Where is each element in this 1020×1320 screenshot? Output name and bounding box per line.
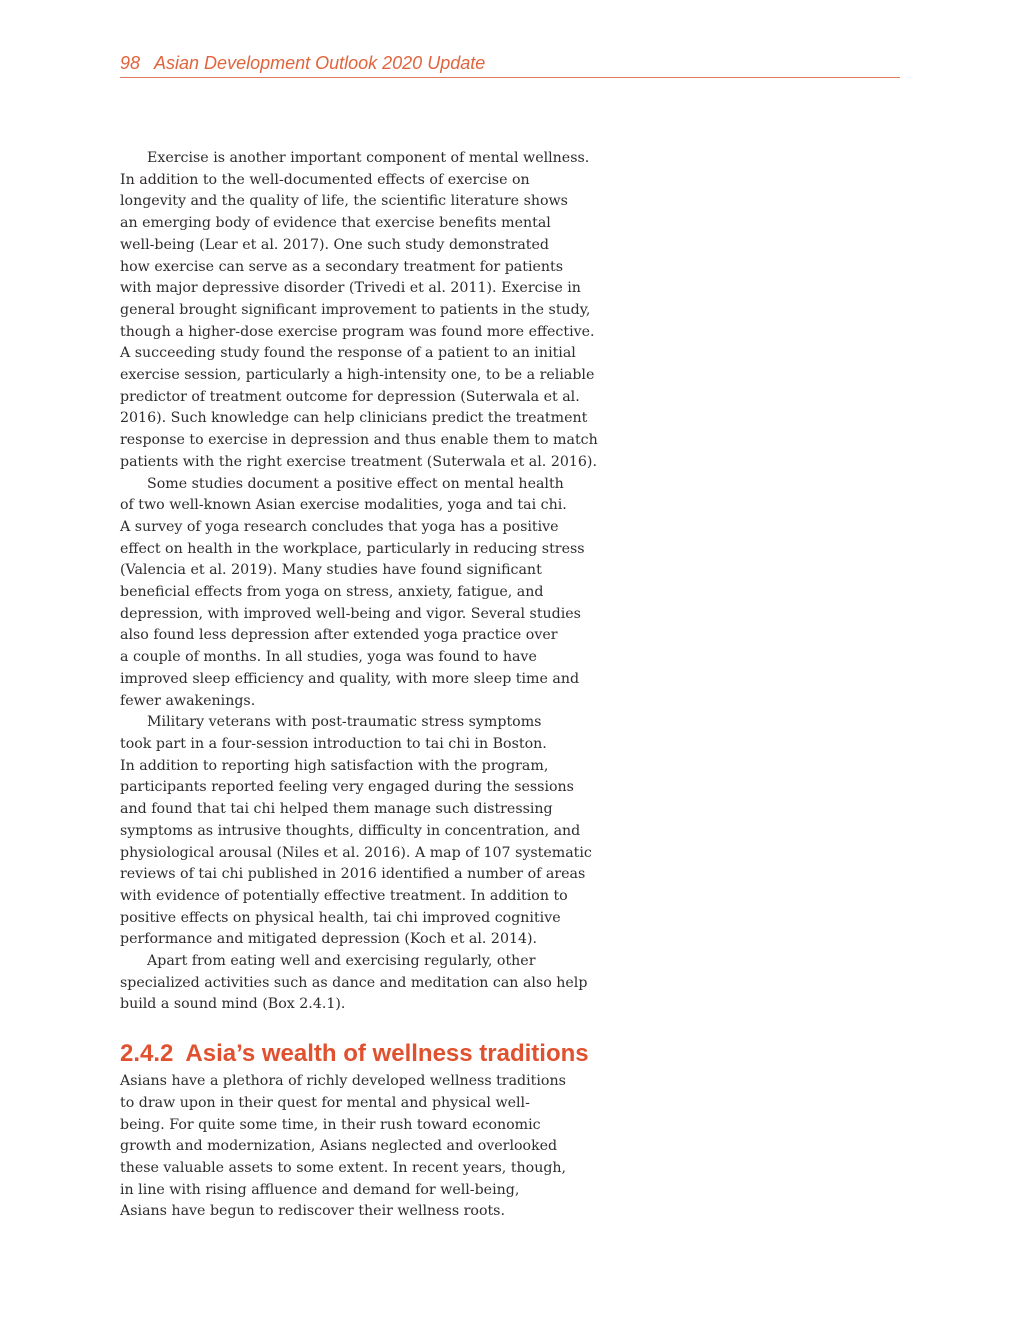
text-line: improved sleep efficiency and quality, with more sleep time and (120, 670, 580, 687)
text-line: (Valencia et al. 2019). Many studies have found significant (120, 562, 542, 579)
text-line: build a sound mind (Box 2.4.1). (120, 996, 346, 1013)
text-line: fewer awakenings. (120, 692, 256, 709)
text-line: a couple of months. In all studies, yoga was found to have (120, 649, 537, 666)
text-line: growth and modernization, Asians neglected and overlooked (120, 1138, 558, 1155)
paragraph-specialized-activities (120, 951, 610, 1016)
text-line: patients with the right exercise treatment (Suterwala et al. 2016). (120, 453, 597, 470)
paragraph-exercise-mental-wellness (120, 148, 610, 474)
page-number: 98 (120, 53, 141, 73)
text-line: though a higher-dose exercise program was found more effective. (120, 323, 595, 340)
text-line: with evidence of potentially effective treatment. In addition to (120, 887, 568, 904)
text-line: Military veterans with post-traumatic stress symptoms (147, 714, 542, 731)
text-line: longevity and the quality of life, the scientific literature shows (120, 193, 568, 210)
paragraph-wellness-traditions (120, 1071, 610, 1223)
text-line: In addition to the well-documented effects of exercise on (120, 171, 530, 188)
text-line: an emerging body of evidence that exercise benefits mental (120, 215, 551, 232)
text-line: symptoms as intrusive thoughts, difficulty in concentration, and (120, 822, 581, 839)
text-line: these valuable assets to some extent. In recent years, though, (120, 1159, 567, 1176)
running-header (120, 50, 900, 78)
text-line: A survey of yoga research concludes that yoga has a positive (120, 518, 559, 535)
text-line: with major depressive disorder (Trivedi et al. 2011). Exercise in (120, 280, 581, 297)
text-line: Some studies document a positive effect on mental health (147, 475, 564, 492)
text-line: well-being (Lear et al. 2017). One such study demonstrated (120, 236, 549, 253)
text-line: and found that tai chi helped them manage such distressing (120, 801, 553, 818)
text-line: exercise session, particularly a high-intensity one, to be a reliable (120, 367, 595, 384)
text-line: being. For quite some time, in their rush toward economic (120, 1116, 541, 1133)
text-line: positive effects on physical health, tai chi improved cognitive (120, 909, 561, 926)
text-line: beneficial effects from yoga on stress, anxiety, fatigue, and (120, 584, 544, 601)
section-title: Asia’s wealth of wellness traditions (185, 1040, 589, 1068)
text-line: how exercise can serve as a secondary treatment for patients (120, 258, 563, 275)
text-line: also found less depression after extended yoga practice over (120, 627, 558, 644)
section-heading (120, 1038, 610, 1070)
text-line: Asians have begun to rediscover their wellness roots. (120, 1203, 505, 1220)
text-line: A succeeding study found the response of a patient to an initial (120, 345, 576, 362)
text-line: participants reported feeling very engaged during the sessions (120, 779, 574, 796)
text-line: performance and mitigated depression (Koch et al. 2014). (120, 931, 538, 948)
text-line: specialized activities such as dance and meditation can also help (120, 974, 588, 991)
text-line: of two well-known Asian exercise modalities, yoga and tai chi. (120, 497, 567, 514)
text-line: effect on health in the workplace, particularly in reducing stress (120, 540, 585, 557)
text-line: Asians have a plethora of richly developed wellness traditions (120, 1073, 566, 1090)
text-line: in line with rising affluence and demand for well-being, (120, 1181, 520, 1198)
text-line: In addition to reporting high satisfaction with the program, (120, 757, 549, 774)
text-line: Apart from eating well and exercising regularly, other (147, 953, 536, 970)
text-line: response to exercise in depression and thus enable them to match (120, 432, 598, 449)
text-line: to draw upon in their quest for mental and physical well- (120, 1094, 530, 1111)
text-line: physiological arousal (Niles et al. 2016). A map of 107 systematic (120, 844, 592, 861)
text-line: Exercise is another important component of mental wellness. (147, 150, 590, 166)
body-column (120, 148, 610, 1223)
text-line: depression, with improved well-being and vigor. Several studies (120, 605, 581, 622)
paragraph-yoga-tai-chi (120, 474, 610, 713)
text-line: predictor of treatment outcome for depression (Suterwala et al. (120, 388, 580, 405)
text-line: general brought significant improvement to patients in the study, (120, 301, 591, 318)
text-line: took part in a four-session introduction to tai chi in Boston. (120, 735, 547, 752)
publication-title: Asian Development Outlook 2020 Update (154, 53, 486, 73)
text-line: 2016). Such knowledge can help clinicians predict the treatment (120, 410, 588, 427)
section-number: 2.4.2 (120, 1040, 174, 1068)
paragraph-military-veterans (120, 712, 610, 951)
text-line: reviews of tai chi published in 2016 identified a number of areas (120, 866, 586, 883)
